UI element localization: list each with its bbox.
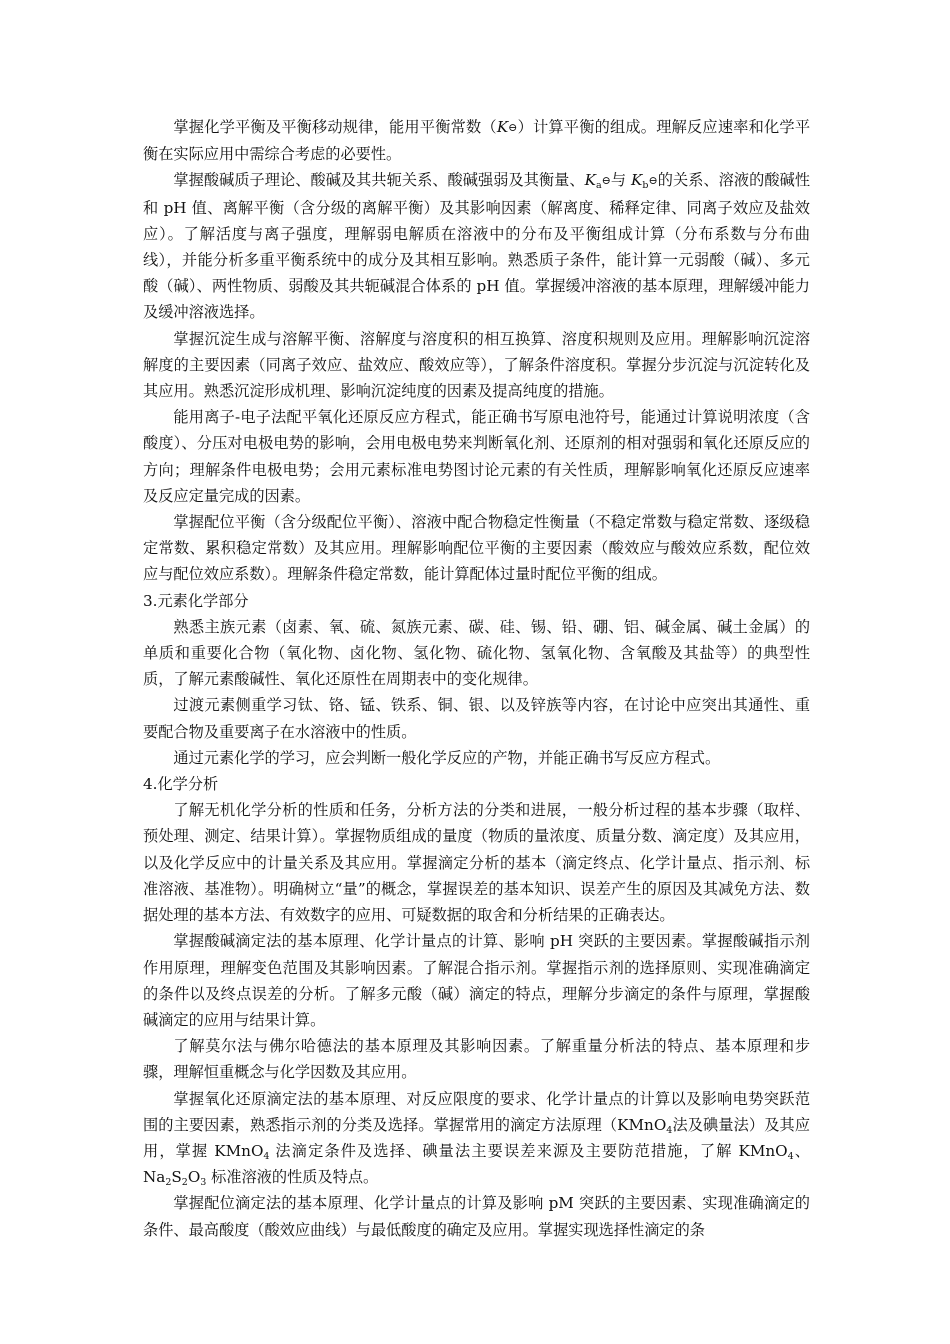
- subscript: 2: [181, 1177, 188, 1189]
- subscript: 3: [200, 1177, 207, 1189]
- text-run: 掌握酸碱滴定法的基本原理、化学计量点的计算、影响 pH 突跃的主要因素。掌握酸碱指示剂作用原理，理解变色范围及其影响因素。了解混合指示剂。掌握指示剂的选择原则、实现准确滴定的条件以及终点误差的分析。了解多元酸（碱）滴定的特点，理解分步滴定的条件与原理，掌握酸碱滴定的应用与结果计算。: [143, 932, 810, 1029]
- paragraph: [143, 326, 810, 405]
- text-run: 法及碘量法）及其应用，掌握 KMnO: [143, 1115, 811, 1160]
- text-run: 4.化学分析: [143, 775, 219, 794]
- text-run: 、Na: [143, 1141, 810, 1187]
- section-heading: [143, 588, 810, 614]
- italic-symbol: K: [631, 171, 643, 190]
- subscript: b: [642, 180, 649, 192]
- paragraph: [143, 1190, 810, 1242]
- text-run: 过渡元素侧重学习钛、铬、锰、铁系、铜、银、以及锌族等内容，在讨论中应突出其通性、重要配合物及重要离子在水溶液中的性质。: [143, 696, 810, 741]
- standard-state-symbol: ⊖: [508, 121, 518, 134]
- text-run: 熟悉主族元素（卤素、氧、硫、氮族元素、碳、硅、锡、铅、硼、铝、碱金属、碱土金属）的单质和重要化合物（氧化物、卤化物、氢化物、硫化物、氢氧化物、含氧酸及其盐等）的典型性质，了解元素酸碱性、氧化还原性在周期表中的变化规律。: [143, 617, 810, 689]
- paragraph: [143, 114, 810, 167]
- subscript: 4: [787, 1150, 794, 1162]
- text-run: 标准溶液的性质及特点。: [206, 1168, 379, 1187]
- standard-state-symbol: ⊖: [601, 174, 611, 188]
- text-run: 掌握沉淀生成与溶解平衡、溶解度与溶度积的相互换算、溶度积规则及应用。理解影响沉淀溶解度的主要因素（同离子效应、盐效应、酸效应等），了解条件溶度积。掌握分步沉淀与沉淀转化及其应用。熟悉沉淀形成机理、影响沉淀纯度的因素及提高纯度的措施。: [143, 329, 810, 401]
- paragraph: [143, 1086, 810, 1191]
- text-run: 掌握化学平衡及平衡移动规律，能用平衡常数（: [173, 118, 497, 136]
- paragraph: [143, 692, 810, 744]
- text-run: O: [187, 1168, 201, 1187]
- text-run: 掌握配位滴定法的基本原理、化学计量点的计算及影响 pM 突跃的主要因素、实现准确滴定的条件、最高酸度（酸效应曲线）与最低酸度的确定及应用。掌握实现选择性滴定的条: [143, 1194, 810, 1239]
- text-run: 与: [610, 171, 632, 190]
- paragraph: [143, 167, 810, 325]
- subscript: 4: [263, 1150, 270, 1162]
- text-run: 了解无机化学分析的性质和任务，分析方法的分类和进展，一般分析过程的基本步骤（取样、预处理、测定、结果计算）。掌握物质组成的量度（物质的量浓度、质量分数、滴定度）及其应用，以及化学反应中的计量关系及其应用。掌握滴定分析的基本（滴定终点、化学计量点、指示剂、标准溶液、基准物）。明确树立“量”的概念，掌握误差的基本知识、误差产生的原因及其减免方法、数据处理的基本方法、有效数字的应用、可疑数据的取舍和分析结果的正确表达。: [143, 801, 810, 925]
- italic-symbol: K: [496, 118, 509, 136]
- text-run: 通过元素化学的学习，应会判断一般化学反应的产物，并能正确书写反应方程式。: [173, 748, 721, 767]
- section-heading: [143, 771, 810, 797]
- text-run: 能用离子-电子法配平氧化还原反应方程式，能正确书写原电池符号，能通过计算说明浓度（含酸度）、分压对电极电势的影响，会用电极电势来判断氧化剂、还原剂的相对强弱和氧化还原反应的方向；理解条件电极电势；会用元素标准电势图讨论元素的有关性质，理解影响氧化还原反应速率及反应定量完成的因素。: [143, 408, 810, 505]
- standard-state-symbol: ⊖: [648, 174, 658, 188]
- text-run: 了解莫尔法与佛尔哈德法的基本原理及其影响因素。了解重量分析法的特点、基本原理和步骤，理解恒重概念与化学因数及其应用。: [143, 1037, 810, 1082]
- subscript: 4: [666, 1124, 673, 1136]
- text-run: 的关系、溶液的酸碱性和 pH 值、离解平衡（含分级的离解平衡）及其影响因素（解离度、稀释定律、同离子效应及盐效应）。了解活度与离子强度，理解弱电解质在溶液中的分布及平衡组成计算（分布系数与分布曲线），并能分析多重平衡系统中的成分及其相互影响。熟悉质子条件，能计算一元弱酸（碱）、多元酸（碱）、两性物质、弱酸及其共轭碱混合体系的 pH 值。掌握缓冲溶液的基本原理，理解缓冲能力及缓冲溶液选择。: [143, 171, 811, 322]
- text-run: 法滴定条件及选择、碘量法主要误差来源及主要防范措施，了解 KMnO: [269, 1141, 788, 1160]
- paragraph: [143, 1033, 810, 1085]
- paragraph: [143, 404, 810, 509]
- text-run: S: [171, 1168, 182, 1187]
- paragraph: [143, 614, 810, 693]
- paragraph: [143, 509, 810, 588]
- subscript: 2: [165, 1177, 172, 1189]
- document-page: [143, 114, 810, 1243]
- text-run: ）计算平衡的组成。理解反应速率和化学平衡在实际应用中需综合考虑的必要性。: [143, 118, 811, 164]
- paragraph: [143, 745, 810, 771]
- text-run: 掌握氧化还原滴定法的基本原理、对反应限度的要求、化学计量点的计算以及影响电势突跃范围的主要因素，熟悉指示剂的分类及选择。掌握常用的滴定方法原理（KMnO: [143, 1089, 810, 1134]
- text-run: 掌握酸碱质子理论、酸碱及其共轭关系、酸碱强弱及其衡量、: [173, 171, 585, 190]
- paragraph: [143, 928, 810, 1033]
- subscript: a: [595, 180, 602, 192]
- text-run: 掌握配位平衡（含分级配位平衡）、溶液中配合物稳定性衡量（不稳定常数与稳定常数、逐级稳定常数、累积稳定常数）及其应用。理解影响配位平衡的主要因素（酸效应与酸效应系数，配位效应与配位效应系数）。理解条件稳定常数，能计算配体过量时配位平衡的组成。: [143, 513, 810, 584]
- paragraph: [143, 797, 810, 928]
- italic-symbol: K: [584, 171, 596, 190]
- text-run: 3.元素化学部分: [143, 591, 249, 610]
